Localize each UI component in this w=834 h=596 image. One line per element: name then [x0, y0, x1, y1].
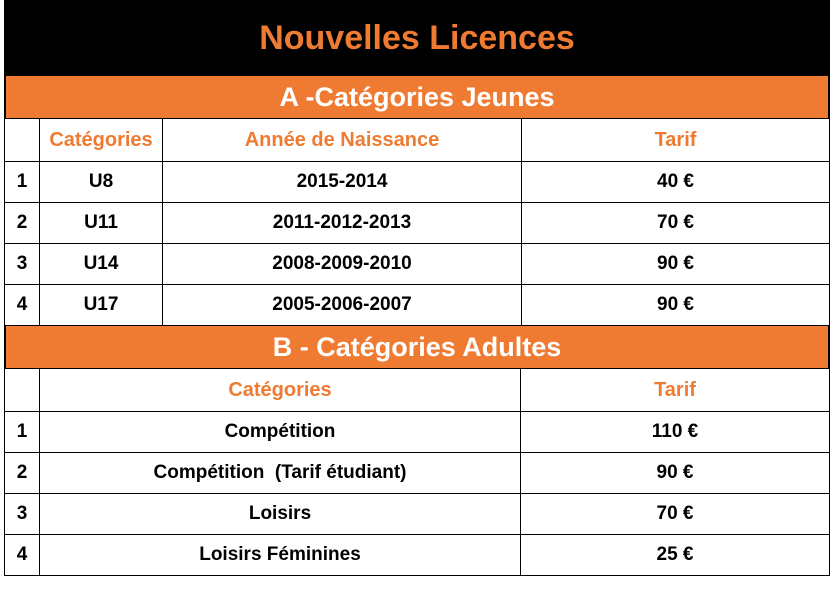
table-row: [5, 453, 830, 494]
row-year: 2008-2009-2010: [163, 244, 522, 285]
row-number: 4: [5, 285, 40, 326]
header-tarif: Tarif: [521, 369, 830, 412]
row-category: U8: [40, 162, 163, 203]
row-category: Compétition: [40, 412, 521, 453]
row-number: 1: [5, 412, 40, 453]
table-row: [5, 285, 830, 326]
section-b-title: B - Catégories Adultes: [4, 326, 830, 368]
row-tarif: 70 €: [522, 203, 830, 244]
row-tarif: 90 €: [521, 453, 830, 494]
header-categories: Catégories: [40, 369, 521, 412]
page-title: Nouvelles Licences: [4, 0, 830, 76]
header-categories: Catégories: [40, 119, 163, 162]
row-number: 4: [5, 535, 40, 576]
header-num: [5, 369, 40, 412]
section-b-table: [4, 368, 830, 576]
row-year: 2011-2012-2013: [163, 203, 522, 244]
header-num: [5, 119, 40, 162]
table-row: [5, 244, 830, 285]
table-header-row: [5, 369, 830, 412]
row-tarif: 40 €: [522, 162, 830, 203]
row-number: 3: [5, 494, 40, 535]
table-row: [5, 203, 830, 244]
section-a-table: [4, 118, 830, 326]
section-a-title: A -Catégories Jeunes: [4, 76, 830, 118]
row-number: 1: [5, 162, 40, 203]
table-header-row: [5, 119, 830, 162]
row-tarif: 70 €: [521, 494, 830, 535]
row-year: 2005-2006-2007: [163, 285, 522, 326]
table-row: [5, 535, 830, 576]
table-row: [5, 412, 830, 453]
row-category: U11: [40, 203, 163, 244]
row-category: Loisirs Féminines: [40, 535, 521, 576]
row-number: 2: [5, 453, 40, 494]
row-category: Compétition (Tarif étudiant): [40, 453, 521, 494]
table-row: [5, 494, 830, 535]
row-category: U14: [40, 244, 163, 285]
table-row: [5, 162, 830, 203]
row-tarif: 90 €: [522, 244, 830, 285]
row-number: 3: [5, 244, 40, 285]
row-tarif: 90 €: [522, 285, 830, 326]
row-year: 2015-2014: [163, 162, 522, 203]
row-tarif: 25 €: [521, 535, 830, 576]
row-category: Loisirs: [40, 494, 521, 535]
row-number: 2: [5, 203, 40, 244]
row-tarif: 110 €: [521, 412, 830, 453]
header-tarif: Tarif: [522, 119, 830, 162]
header-annee: Année de Naissance: [163, 119, 522, 162]
row-category: U17: [40, 285, 163, 326]
